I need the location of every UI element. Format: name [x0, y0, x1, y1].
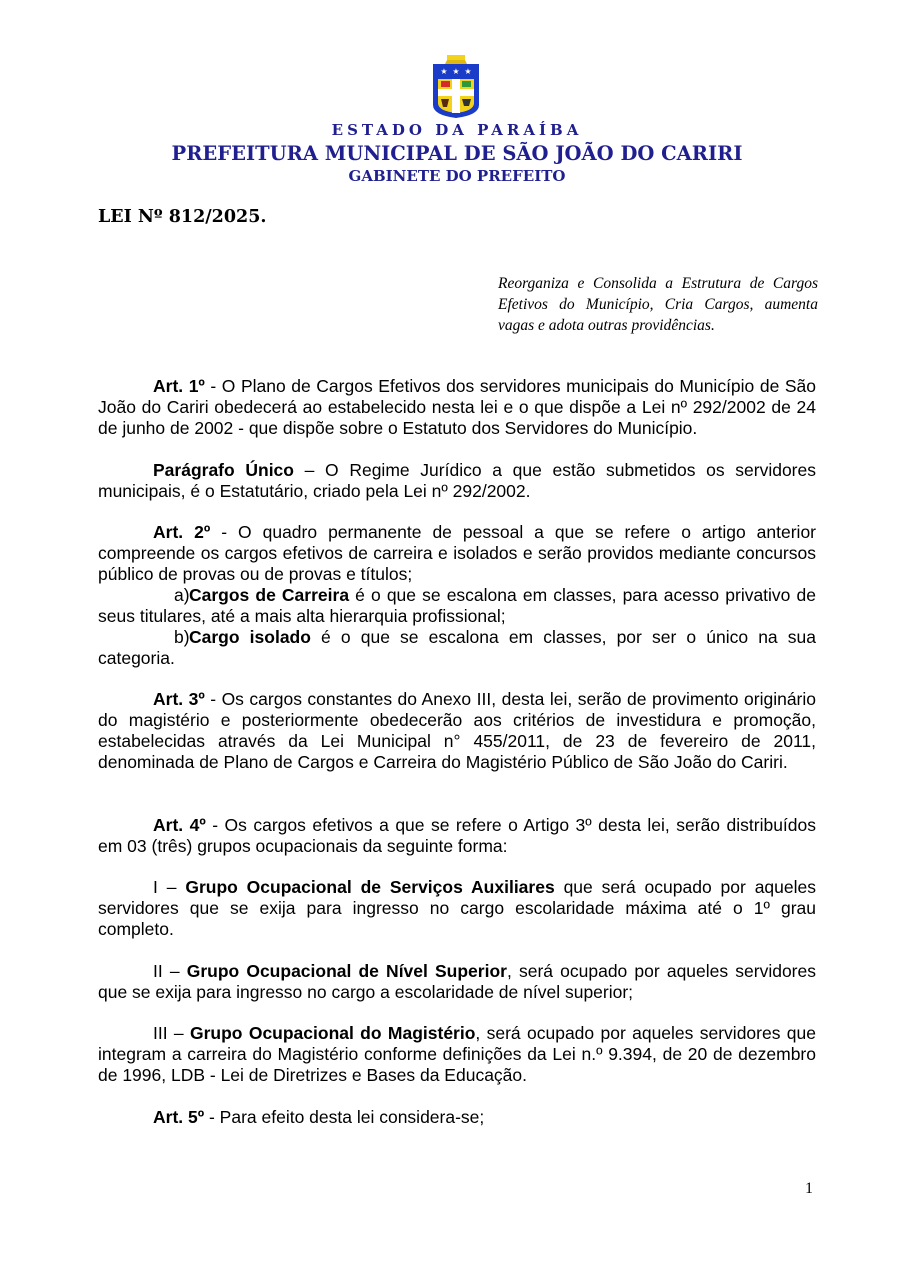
group-term: Grupo Ocupacional do Magistério [190, 1023, 476, 1043]
article-text: - Os cargos efetivos a que se refere o Artigo 3º desta lei, serão distribuídos em 03 (três) grupos ocupacionais da seguinte forma: [98, 815, 816, 856]
item-letter: b) [174, 627, 190, 647]
article-text: - Para efeito desta lei considera-se; [204, 1107, 485, 1127]
state-heading: ESTADO DA PARAÍBA [331, 121, 583, 139]
group-text: , será ocupado por aqueles servidores que se exija para ingresso no cargo a escolaridade de nível superior; [98, 961, 816, 1002]
law-ementa: Reorganiza e Consolida a Estrutura de Cargos Efetivos do Município, Cria Cargos, aumenta vagas e adota outras providências. [498, 275, 818, 334]
city-hall-heading: PREFEITURA MUNICIPAL DE SÃO JOÃO DO CARIRI [171, 142, 743, 165]
item-text: é o que se escalona em classes, para acesso privativo de seus titulares, até a mais alta hierarquia profissional; [98, 585, 816, 626]
article-5 [98, 1107, 816, 1128]
item-term: Cargos de Carreira [189, 585, 350, 605]
article-text: - Os cargos constantes do Anexo III, desta lei, serão de provimento originário do magistério e posteriormente obedecerão aos critérios de investidura e promoção, estabelecidas através da Lei Municipal n° 455/2011, de 23 de fevereiro de 2011, denominada de Plano de Cargos e Carreira do Magistério Público de São João do Cariri. [98, 689, 817, 772]
article-label: Art. 1º [153, 376, 205, 396]
group-services [98, 877, 816, 940]
svg-text:★: ★ [452, 67, 460, 76]
paragrafo-unico [98, 460, 816, 502]
group-term: Grupo Ocupacional de Serviços Auxiliares [185, 877, 555, 897]
group-numeral: I – [153, 877, 186, 897]
group-text: que será ocupado por aqueles servidores que se exija para ingresso no cargo escolaridade máxima até o 1º grau completo. [98, 877, 817, 939]
article-label: Art. 3º [153, 689, 205, 709]
article-2-item-a [98, 585, 816, 627]
group-text: , será ocupado por aqueles servidores que integram a carreira do Magistério conforme definições da Lei n.º 9.394, de 20 de dezembro de 1996, LDB - Lei de Diretrizes e Bases da Educação. [98, 1023, 816, 1085]
article-2 [98, 522, 816, 585]
group-numeral: II – [153, 961, 187, 981]
svg-text:★: ★ [464, 67, 472, 76]
item-term: Cargo isolado [189, 627, 311, 647]
article-1 [98, 376, 816, 439]
article-label: Art. 5º [153, 1107, 205, 1127]
svg-text:★: ★ [440, 67, 448, 76]
article-text: - O Plano de Cargos Efetivos dos servidores municipais do Município de São João do Cariri obedecerá ao estabelecido nesta lei e o que dispõe a Lei nº 292/2002 de 24 de junho de 2002 - que dispõe sobre o Estatuto dos Servidores do Município. [98, 376, 817, 438]
municipal-crest-icon [430, 55, 482, 119]
article-label: Art. 4º [153, 815, 206, 835]
article-label: Parágrafo Único [153, 460, 294, 480]
article-label: Art. 2º [153, 522, 211, 542]
article-3 [98, 689, 816, 773]
office-heading: GABINETE DO PREFEITO [348, 167, 566, 185]
group-superior [98, 961, 816, 1003]
article-2-item-b [98, 627, 816, 669]
article-text: - O quadro permanente de pessoal a que se refere o artigo anterior compreende os cargos efetivos de carreira e isolados e serão providos mediante concursos público de provas ou de provas e títulos; [98, 522, 817, 584]
article-text: – O Regime Jurídico a que estão submetidos os servidores municipais, é o Estatutário, criado pela Lei nº 292/2002. [98, 460, 816, 501]
item-letter: a) [174, 585, 190, 605]
item-text: é o que se escalona em classes, por ser o único na sua categoria. [98, 627, 816, 668]
law-title: LEI Nº 812/2025. [98, 207, 267, 227]
page-number: 1 [805, 1180, 813, 1197]
group-numeral: III – [153, 1023, 190, 1043]
group-magisterio [98, 1023, 816, 1086]
article-4 [98, 815, 816, 857]
group-term: Grupo Ocupacional de Nível Superior [186, 961, 507, 981]
